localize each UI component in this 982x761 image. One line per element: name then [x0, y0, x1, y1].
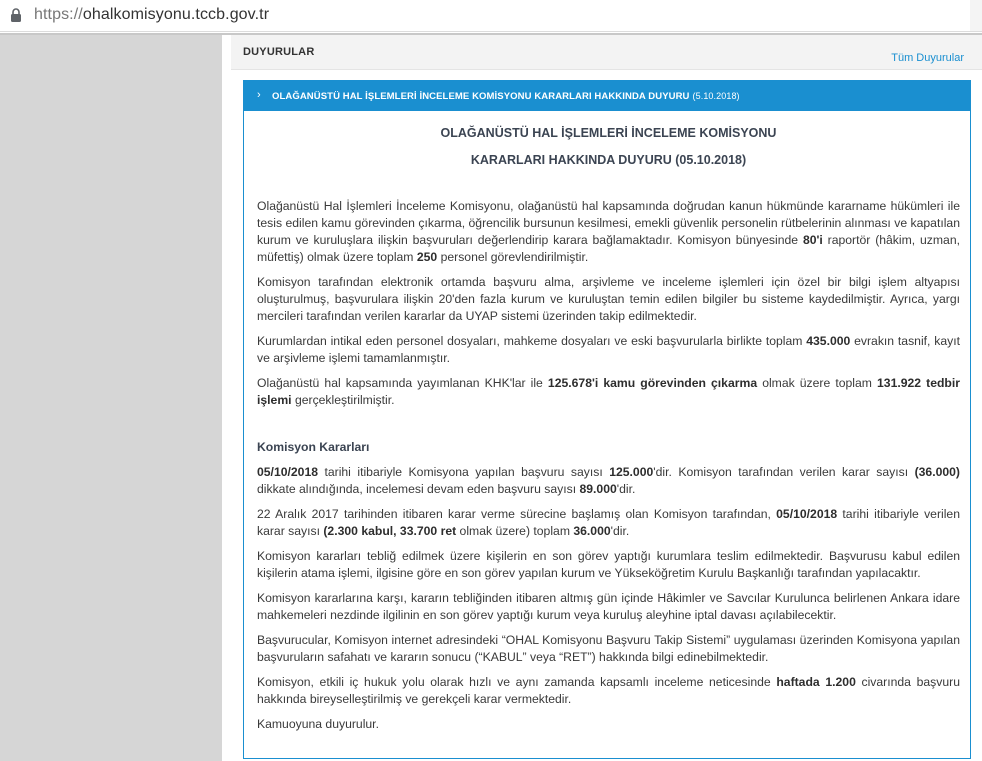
paragraph-2: Komisyon tarafından elektronik ortamda başvuru alma, arşivleme ve inceleme işlemleri için özel bir bilgi işlem altyapısı oluşturulmuş, başvurulara ilişkin 20'den fazla kurum ve kuruluştan temin edilen bilgiler bu sisteme kaydedilmiştir. Ayrıca, yargı mercileri tarafından verilen kararlar da UYAP sistemi üzerinden takip edilmektedir.: [257, 275, 960, 323]
p6-bold-1: 05/10/2018: [776, 507, 838, 521]
paragraph-5: [257, 464, 960, 498]
p6-text-1: 22 Aralık 2017 tarihinden itibaren karar verme sürecine başlamış olan Komisyon tarafından,: [257, 507, 777, 521]
p4-text-1: Olağanüstü hal kapsamında yayımlanan KHK'lar ile: [257, 376, 548, 390]
paragraph-9: Başvurucular, Komisyon internet adresindeki “OHAL Komisyonu Başvuru Takip Sistemi” uygulaması üzerinden Komisyona yapılan başvuruların safahatı ve kararın sonucu (“KABUL” veya “RET”) hakkında bilgi edinebilmektedir.: [257, 633, 960, 664]
p5-text-4: 'dir.: [616, 482, 636, 496]
notice-bar-date: (5.10.2018): [692, 91, 740, 101]
paragraph-4: [257, 375, 960, 409]
p5-bold-3: (36.000): [914, 465, 960, 479]
url-text[interactable]: [34, 6, 269, 24]
notice-headline-line1: OLAĞANÜSTÜ HAL İŞLEMLERİ İNCELEME KOMİSYONU: [440, 126, 777, 140]
lock-icon: [10, 8, 22, 22]
p1-bold-1: 80'i: [802, 233, 823, 247]
p4-bold-2: 131.922 tedbir işlemi: [257, 376, 961, 407]
paragraph-11: Kamuoyuna duyurulur.: [257, 717, 379, 731]
p3-bold-1: 435.000: [806, 334, 851, 348]
p10-bold-1: haftada 1.200: [776, 675, 856, 689]
p5-bold-4: 89.000: [579, 482, 617, 496]
p5-text-3: dikkate alındığında, incelemesi devam eden başvuru sayısı: [257, 482, 580, 496]
p1-text-1: Olağanüstü Hal İşlemleri İnceleme Komisyonu, olağanüstü hal kapsamında doğrudan kanun hükmünde kararname hükümleri ile tesis edilen kamu görevinden çıkarma, öğrencilik bursunun kesilmesi, emekli güvenlik personelin rütbelerinin alınması ve kapatılan kurum ve kuruluşlara ilişkin başvuruları değerlendirip karara bağlamaktadır. Komisyon bünyesinde: [257, 199, 960, 247]
p4-text-2: olmak üzere toplam: [757, 376, 878, 390]
url-host: ohalkomisyonu.tccb.gov.tr: [82, 6, 270, 23]
p1-bold-2: 250: [416, 250, 438, 264]
paragraph-6: [257, 506, 960, 540]
section-header: [231, 35, 982, 70]
left-sidebar: [0, 35, 222, 761]
paragraph-7: Komisyon kararları tebliğ edilmek üzere kişilerin en son görev yaptığı kurumlara teslim edilmektedir. Başvurusu kabul edilen kişilerin atama işlemi, ilgisine göre en son görev yapılan kurum ve Yükseköğretim Kurulu Başkanlığı tarafından yapılacaktır.: [257, 549, 960, 580]
paragraph-3: [257, 333, 960, 367]
notice-body: [257, 111, 960, 733]
p4-bold-1: 125.678'i kamu görevinden çıkarma: [547, 376, 758, 390]
notice-headline-line2: KARARLARI HAKKINDA DUYURU (05.10.2018): [470, 153, 747, 167]
chevron-right-icon: ›: [257, 89, 261, 101]
p5-text-1: tarihi itibariyle Komisyona yapılan başvuru sayısı: [318, 465, 610, 479]
main-content: [231, 35, 982, 761]
notice-panel: [243, 80, 971, 759]
p6-text-3: olmak üzere) toplam: [456, 524, 574, 538]
p6-bold-3: 36.000: [573, 524, 611, 538]
p5-bold-1: 05/10/2018: [257, 465, 318, 479]
notice-accordion-header[interactable]: [244, 81, 970, 111]
decisions-subheading: Komisyon Kararları: [257, 440, 370, 454]
p3-text-1: Kurumlardan intikal eden personel dosyaları, mahkeme dosyaları ve eski başvurularla birlikte toplam: [257, 334, 807, 348]
scrollbar-corner: [970, 0, 982, 31]
all-announcements-link[interactable]: Tüm Duyurular: [891, 52, 964, 64]
paragraph-1: [257, 198, 960, 266]
p5-text-2: 'dir. Komisyon tarafından verilen karar sayısı: [653, 465, 915, 479]
p6-text-4: 'dir.: [610, 524, 630, 538]
p3-text-2: evrakın tasnif, kayıt ve arşivleme işlemi tamamlanmıştır.: [257, 334, 960, 365]
p6-text-2: tarihi itibariyle verilen karar sayısı: [257, 507, 960, 538]
paragraph-10: [257, 674, 960, 708]
p10-text-2: civarında başvuru hakkında bireyselleştirilmiş ve gerekçeli karar vermektedir.: [257, 675, 960, 706]
p6-bold-2: (2.300 kabul, 33.700 ret: [323, 524, 457, 538]
p5-bold-2: 125.000: [609, 465, 654, 479]
notice-bar-title: [272, 91, 740, 102]
p4-text-3: gerçekleştirilmiştir.: [291, 393, 395, 407]
section-title: DUYURULAR: [243, 46, 315, 58]
p10-text-1: Komisyon, etkili iç hukuk yolu olarak hızlı ve aynı zamanda kapsamlı inceleme neticesinde: [257, 675, 777, 689]
address-bar[interactable]: [0, 0, 982, 32]
paragraph-8: Komisyon kararlarına karşı, kararın tebliğinden itibaren altmış gün içinde Hâkimler ve Savcılar Kurulunca belirlenen Ankara idare mahkemeleri nezdinde ilgilinin en son görev yaptığı kurum veya kuruluş aleyhine iptal davası açılabilecektir.: [257, 591, 960, 622]
url-scheme: https://: [34, 6, 83, 23]
notice-bar-title-text: OLAĞANÜSTÜ HAL İŞLEMLERİ İNCELEME KOMİSYONU KARARLARI HAKKINDA DUYURU: [272, 91, 690, 102]
p1-text-3: personel görevlendirilmiştir.: [437, 250, 589, 264]
p1-text-2: raportör (hâkim, uzman, müfettiş) olmak üzere toplam: [257, 233, 960, 264]
